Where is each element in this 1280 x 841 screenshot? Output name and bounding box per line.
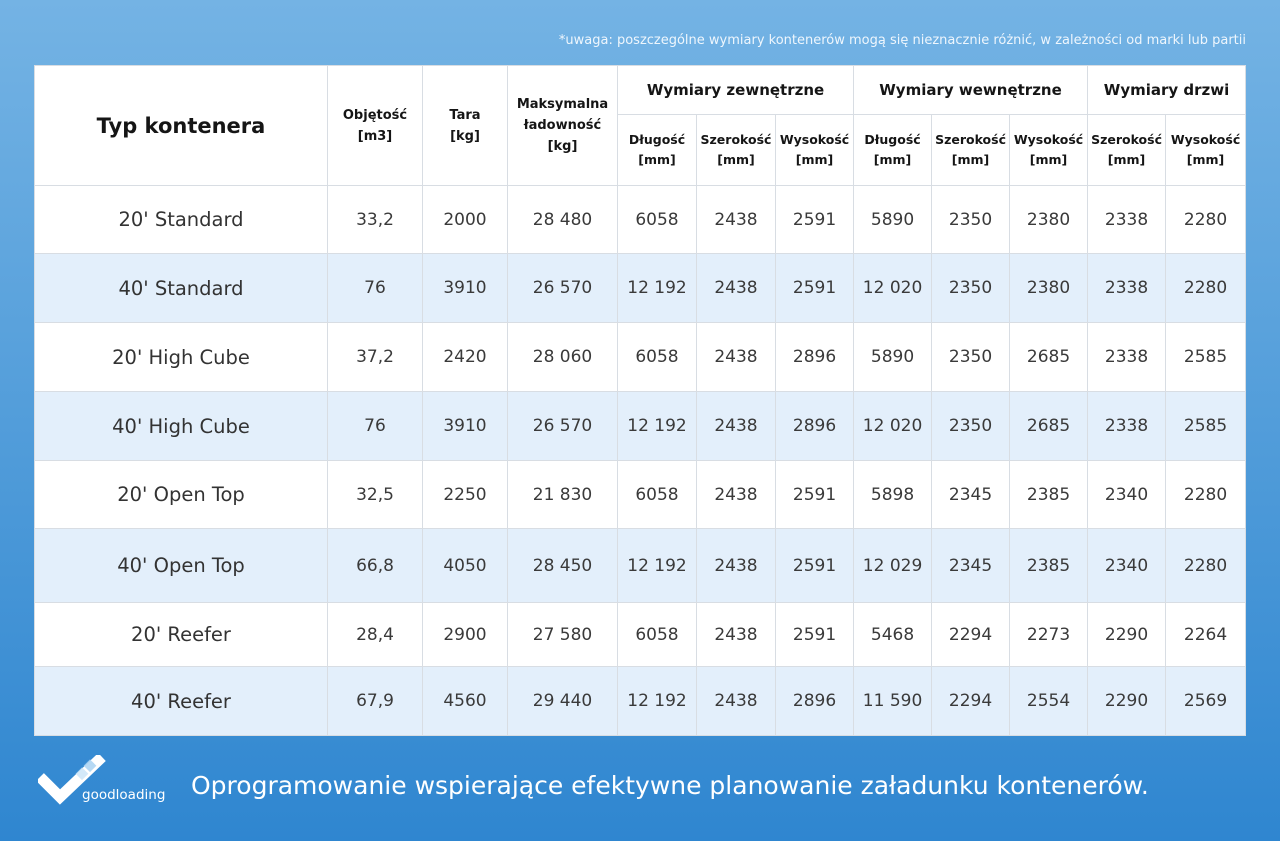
- table-cell: 2438: [697, 667, 776, 736]
- table-cell: 4050: [423, 529, 508, 603]
- table-cell: 21 830: [508, 461, 618, 529]
- header-int-width: [932, 115, 1010, 186]
- table-cell: 28 060: [508, 323, 618, 392]
- container-type-cell: 20' Reefer: [35, 603, 328, 667]
- table-cell: 2350: [932, 323, 1010, 392]
- table-cell: 6058: [618, 186, 697, 254]
- table-cell: 2569: [1166, 667, 1246, 736]
- table-cell: 12 192: [618, 667, 697, 736]
- table-cell: 2438: [697, 186, 776, 254]
- table-cell: 2438: [697, 529, 776, 603]
- table-cell: 2585: [1166, 392, 1246, 461]
- table-cell: 2000: [423, 186, 508, 254]
- table-cell: 2685: [1010, 323, 1088, 392]
- header-ext-length-label: Długość: [628, 132, 686, 147]
- table-cell: 12 029: [854, 529, 932, 603]
- table-cell: 27 580: [508, 603, 618, 667]
- header-door-width-label: Szerokość: [1091, 132, 1162, 147]
- header-ext-length: [618, 115, 697, 186]
- table-row: [35, 461, 1246, 529]
- header-ext-height-label: Wysokość: [779, 132, 850, 147]
- header-payload: [508, 66, 618, 186]
- table-cell: 2280: [1166, 186, 1246, 254]
- table-cell: 2273: [1010, 603, 1088, 667]
- table-cell: 2896: [776, 667, 854, 736]
- header-volume-label: Objętość: [342, 107, 408, 123]
- table-cell: 12 192: [618, 254, 697, 323]
- table-cell: 33,2: [328, 186, 423, 254]
- table-cell: 2338: [1088, 186, 1166, 254]
- table-cell: 26 570: [508, 392, 618, 461]
- table-row: [35, 667, 1246, 736]
- table-cell: 67,9: [328, 667, 423, 736]
- brand-name: goodloading: [82, 787, 166, 803]
- table-cell: 2340: [1088, 461, 1166, 529]
- table-cell: 2554: [1010, 667, 1088, 736]
- table-cell: 4560: [423, 667, 508, 736]
- table-cell: 2280: [1166, 461, 1246, 529]
- table-cell: 76: [328, 254, 423, 323]
- table-cell: 2345: [932, 529, 1010, 603]
- header-int-length-unit: [mm]: [873, 152, 912, 167]
- header-payload-label-2: ładowność: [523, 118, 602, 133]
- table-cell: 2591: [776, 461, 854, 529]
- table-cell: 5898: [854, 461, 932, 529]
- table-cell: 2585: [1166, 323, 1246, 392]
- table-cell: 32,5: [328, 461, 423, 529]
- table-cell: 3910: [423, 254, 508, 323]
- table-cell: 12 192: [618, 392, 697, 461]
- header-ext-width: [697, 115, 776, 186]
- container-specs-table: [34, 65, 1246, 736]
- header-int-length-label: Długość: [864, 132, 921, 147]
- table-cell: 2438: [697, 392, 776, 461]
- header-tare-label: Tara: [449, 107, 481, 123]
- table-cell: 2338: [1088, 254, 1166, 323]
- table-cell: 28 450: [508, 529, 618, 603]
- table-cell: 76: [328, 392, 423, 461]
- table-cell: 12 192: [618, 529, 697, 603]
- table-cell: 3910: [423, 392, 508, 461]
- header-ext-width-label: Szerokość: [700, 132, 772, 147]
- header-tare: [423, 66, 508, 186]
- table-cell: 5468: [854, 603, 932, 667]
- table-cell: 2591: [776, 529, 854, 603]
- table-row: [35, 529, 1246, 603]
- table-cell: 2280: [1166, 254, 1246, 323]
- header-row-top: [35, 66, 1246, 115]
- header-ext-length-unit: [mm]: [638, 152, 676, 167]
- container-type-cell: 20' High Cube: [35, 323, 328, 392]
- table-cell: 2591: [776, 254, 854, 323]
- table-cell: 2280: [1166, 529, 1246, 603]
- table-cell: 2290: [1088, 603, 1166, 667]
- container-type-cell: 40' Reefer: [35, 667, 328, 736]
- table-cell: 2380: [1010, 254, 1088, 323]
- table-cell: 2438: [697, 254, 776, 323]
- header-type: Typ kontenera: [35, 66, 328, 186]
- table-cell: 2264: [1166, 603, 1246, 667]
- header-group-internal: Wymiary wewnętrzne: [854, 66, 1088, 115]
- header-int-height: [1010, 115, 1088, 186]
- table-cell: 28,4: [328, 603, 423, 667]
- container-type-cell: 20' Standard: [35, 186, 328, 254]
- header-ext-height-unit: [mm]: [795, 152, 834, 167]
- table-cell: 66,8: [328, 529, 423, 603]
- table-cell: 6058: [618, 461, 697, 529]
- table-cell: 28 480: [508, 186, 618, 254]
- table-cell: 2438: [697, 461, 776, 529]
- table-cell: 2420: [423, 323, 508, 392]
- table-cell: 6058: [618, 323, 697, 392]
- container-type-cell: 20' Open Top: [35, 461, 328, 529]
- table-cell: 26 570: [508, 254, 618, 323]
- header-ext-height: [776, 115, 854, 186]
- table-cell: 2338: [1088, 323, 1166, 392]
- table-cell: 2385: [1010, 461, 1088, 529]
- header-int-height-label: Wysokość: [1013, 132, 1084, 147]
- table-row: [35, 392, 1246, 461]
- table-cell: 2294: [932, 603, 1010, 667]
- table-cell: 2350: [932, 186, 1010, 254]
- goodloading-logo: [38, 755, 168, 811]
- table-cell: 37,2: [328, 323, 423, 392]
- table-cell: 2896: [776, 392, 854, 461]
- table-cell: 11 590: [854, 667, 932, 736]
- header-tare-unit: [kg]: [450, 128, 480, 144]
- container-type-cell: 40' High Cube: [35, 392, 328, 461]
- table-cell: 2896: [776, 323, 854, 392]
- table-cell: 2350: [932, 392, 1010, 461]
- table-cell: 2338: [1088, 392, 1166, 461]
- container-type-cell: 40' Open Top: [35, 529, 328, 603]
- table-cell: 2340: [1088, 529, 1166, 603]
- header-door-height-unit: [mm]: [1186, 152, 1225, 167]
- table-cell: 5890: [854, 186, 932, 254]
- table-cell: 2294: [932, 667, 1010, 736]
- table-cell: 2591: [776, 603, 854, 667]
- table-row: [35, 603, 1246, 667]
- table-cell: 6058: [618, 603, 697, 667]
- table-cell: 2350: [932, 254, 1010, 323]
- header-int-height-unit: [mm]: [1029, 152, 1068, 167]
- table-cell: 2900: [423, 603, 508, 667]
- table-cell: 2685: [1010, 392, 1088, 461]
- table-cell: 2591: [776, 186, 854, 254]
- table-cell: 12 020: [854, 254, 932, 323]
- header-int-width-unit: [mm]: [951, 152, 990, 167]
- table-cell: 2250: [423, 461, 508, 529]
- header-volume-unit: [m3]: [357, 128, 393, 144]
- table-cell: 5890: [854, 323, 932, 392]
- header-door-width: [1088, 115, 1166, 186]
- table-cell: 2438: [697, 323, 776, 392]
- header-door-width-unit: [mm]: [1107, 152, 1146, 167]
- header-int-width-label: Szerokość: [935, 132, 1006, 147]
- table-cell: 12 020: [854, 392, 932, 461]
- table-cell: 2345: [932, 461, 1010, 529]
- table-cell: 29 440: [508, 667, 618, 736]
- header-ext-width-unit: [mm]: [717, 152, 755, 167]
- tagline: Oprogramowanie wspierające efektywne planowanie załadunku kontenerów.: [191, 771, 1149, 800]
- table-row: [35, 254, 1246, 323]
- table-row: [35, 323, 1246, 392]
- disclaimer-note: *uwaga: poszczególne wymiary kontenerów mogą się nieznacznie różnić, w zależności od marki lub partii: [558, 33, 1246, 48]
- header-group-external: Wymiary zewnętrzne: [618, 66, 854, 115]
- header-door-height-label: Wysokość: [1170, 132, 1241, 147]
- header-payload-label-1: Maksymalna: [516, 97, 609, 112]
- table-row: [35, 186, 1246, 254]
- table-body: [35, 186, 1246, 736]
- table-cell: 2290: [1088, 667, 1166, 736]
- table-cell: 2438: [697, 603, 776, 667]
- header-int-length: [854, 115, 932, 186]
- header-payload-unit: [kg]: [547, 139, 578, 154]
- container-type-cell: 40' Standard: [35, 254, 328, 323]
- header-group-door: Wymiary drzwi: [1088, 66, 1246, 115]
- header-volume: [328, 66, 423, 186]
- table-cell: 2385: [1010, 529, 1088, 603]
- table-cell: 2380: [1010, 186, 1088, 254]
- header-door-height: [1166, 115, 1246, 186]
